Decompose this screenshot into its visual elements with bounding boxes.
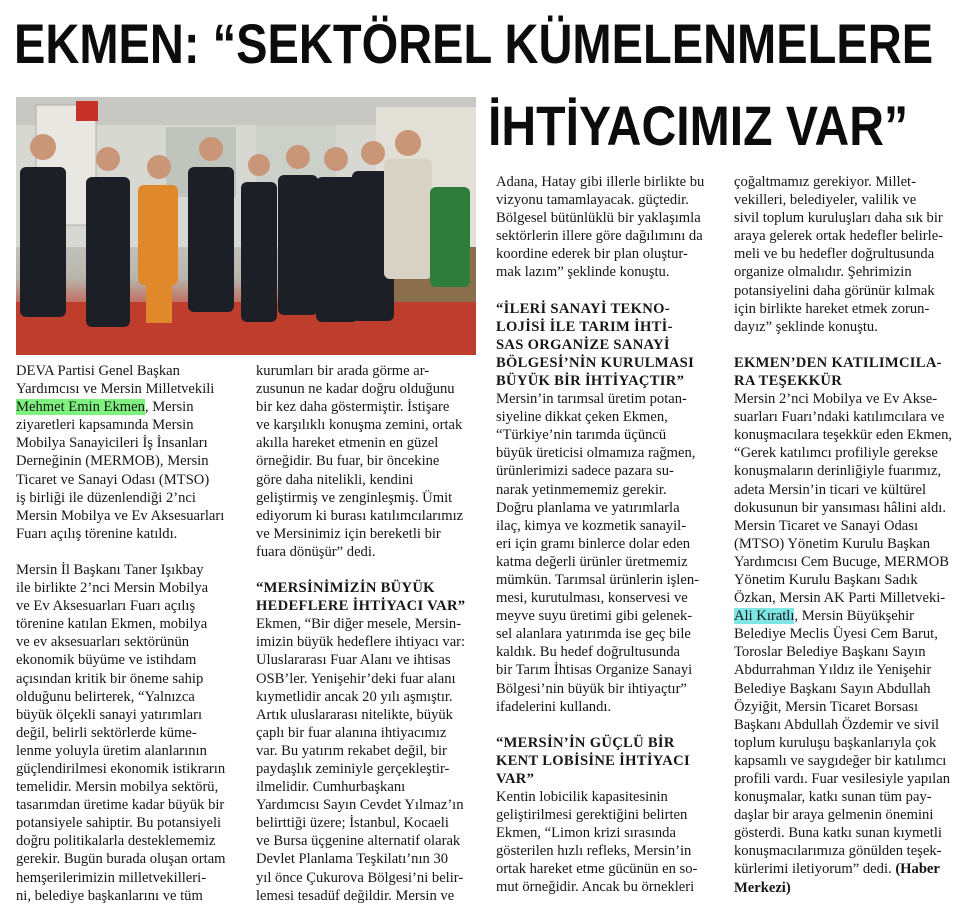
text-line: Özyiğit, Mersin Ticaret Borsası xyxy=(734,698,919,715)
text-line: mesi, kurutulması, konservesi ve xyxy=(496,590,688,607)
text-line: suarları Fuarı’ndaki katılımcılara ve xyxy=(734,409,945,426)
text-line xyxy=(734,860,958,878)
text-line: profili vardı. Fuar vesilesiyle yapılan xyxy=(734,771,951,787)
text-line: Mersin Ticaret ve Sanayi Odası xyxy=(734,517,919,534)
subheading: BÖLGESİ’NİN KURULMASI xyxy=(496,354,695,371)
text-line: DEVA Partisi Genel Başkan xyxy=(16,363,180,379)
subheading: RA TEŞEKKÜR xyxy=(734,372,843,389)
text-line: Ekmen, “Limon krizi sırasında xyxy=(496,825,676,842)
text-line: Yardımcısı ve Mersin Milletvekili xyxy=(16,381,215,398)
text-line: zusunun ne kadar doğru olduğunu xyxy=(256,381,455,398)
text-line: büyük üreticisi olmamıza rağmen, xyxy=(496,445,696,462)
text-line: lenme yoluyla üretim alanlarının xyxy=(16,742,207,759)
subheading: VAR” xyxy=(496,770,535,787)
text-line: daşlar bir araya gelmenin önemini xyxy=(734,807,934,824)
subheading: HEDEFLERE İHTİYACI VAR” xyxy=(256,598,466,615)
text-line: konuşmacılarımıza gönülden teşek- xyxy=(734,843,942,860)
text-line: ürünlerimizi sadece pazara su- xyxy=(496,463,674,480)
text-line: Doğru planlama ve yatırımlarla xyxy=(496,499,680,516)
subheading: SAS ORGANİZE SANAYİ xyxy=(496,336,670,353)
text-line: “Gerek katılımcı profiliyle gerekse xyxy=(734,445,938,462)
text-line: geliştirmiş ve zenginleşmiş. Ümit xyxy=(256,489,453,506)
text-line: lemesi tesadüf değildir. Mersin ve xyxy=(256,887,455,904)
text-fragment: kürlerimi iletiyorum” dedi. xyxy=(734,861,896,878)
text-line: fuara dönüşür” dedi. xyxy=(256,543,376,560)
text-line: adeta Mersin’in ticari ve kültürel xyxy=(734,481,927,498)
text-line: Mersin Mobilya ve Ev Aksesuarları xyxy=(16,507,225,524)
text-line: mümkün. Tarımsal ürünlerin işlen- xyxy=(496,571,699,588)
text-line: vekilleri, belediyeler, valilik ve xyxy=(734,192,917,209)
text-line: için birlikte hareket etmek zorun- xyxy=(734,300,930,317)
group-photo-illustration xyxy=(16,97,476,355)
headline-line-1: EKMEN: “SEKTÖREL KÜMELENMELERE xyxy=(14,12,934,75)
text-line: organize olmalıdır. Şehrimizin xyxy=(734,264,912,281)
text-line: ilaç, kimya ve kozmetik sanayil- xyxy=(496,517,687,534)
text-fragment: , Mersin xyxy=(144,399,194,416)
text-line: Yardımcısı Cem Bucuge, MERMOB xyxy=(734,553,949,570)
subheading: KENT LOBİSİNE İHTİYACI xyxy=(496,752,690,769)
text-line: meli ve bu hedefler doğrultusunda xyxy=(734,246,935,263)
text-fragment: , Mersin Büyükşehir xyxy=(794,608,914,625)
text-line: Belediye Meclis Üyesi Cem Barut, xyxy=(734,626,938,643)
text-line: akılla hareket etmenin en güzel xyxy=(256,435,439,452)
text-line: Yardımcısı Sayın Cevdet Yılmaz’ın xyxy=(256,797,464,814)
text-line: ve Mersinimiz için bereketli bir xyxy=(256,525,441,542)
text-line: Toroslar Belediye Başkanı Sayın xyxy=(734,644,926,661)
text-line: potansiyele sahiptir. Bu potansiyeli xyxy=(16,815,222,832)
text-line: hemşerilerimizin milletvekilleri- xyxy=(16,869,207,886)
text-line: OSB’ler. Yenişehir’deki fuar alanı xyxy=(256,670,456,687)
text-line: iş birliği ile düzenlendiği 2’nci xyxy=(16,489,196,506)
text-line: ve ev aksesuarları sektörünün xyxy=(16,634,190,651)
text-line: sel alanlara yatırımda ise geç bile xyxy=(496,626,691,643)
text-line: temelidir. Mersin mobilya sektörü, xyxy=(16,779,219,796)
text-line: Uluslararası Fuar Alanı ve ihtisas xyxy=(256,652,451,669)
text-line xyxy=(734,607,958,625)
text-line: doğru politikalarla desteklememiz xyxy=(16,833,216,850)
article-column-4 xyxy=(734,173,958,897)
text-line: ekonomik büyüme ve istihdam xyxy=(16,652,197,669)
text-line: Ticaret ve Sanayi Odası (MTSO) xyxy=(16,471,210,488)
text-line: ve Bursa üçgenine alternatif olarak xyxy=(256,833,461,850)
text-line: Derneğinin (MERMOB), Mersin xyxy=(16,453,209,470)
text-line: kapsamlı ve saygıdeğer bir katılımcı xyxy=(734,752,947,769)
subheading: EKMEN’DEN KATILIMCILA- xyxy=(734,354,942,371)
text-line: kaldık. Bu hedef doğrultusunda xyxy=(496,644,681,661)
text-line: Başkanı Abdullah Özdemir ve sivil xyxy=(734,716,940,733)
text-line: yıl önce Çukurova Bölgesi’ni belir- xyxy=(256,869,464,886)
text-line: ile birlikte 2’nci Mersin Mobilya xyxy=(16,580,209,597)
text-line: Mersin 2’nci Mobilya ve Ev Akse- xyxy=(734,391,938,408)
article-column-1 xyxy=(16,362,246,905)
text-line: Yönetim Kurulu Başkanı Sadık xyxy=(734,571,918,588)
text-line: örneğidir. Bu fuar, bir öncekine xyxy=(256,453,440,470)
text-line: Adana, Hatay gibi illerle birlikte bu xyxy=(496,174,705,190)
byline: Merkezi) xyxy=(734,879,791,896)
text-line: törenine katılan Ekmen, mobilya xyxy=(16,616,208,633)
subheading: “MERSİNİMİZİN BÜYÜK xyxy=(256,580,435,597)
text-line xyxy=(16,398,246,416)
text-line: değil, belirli sektörlerde küme- xyxy=(16,724,197,741)
text-line: gerekir. Bugün burada oluşan ortam xyxy=(16,851,226,868)
text-line: narak yetinmememiz gerekir. xyxy=(496,481,667,498)
text-line: konuşmacılara teşekkür eden Ekmen, xyxy=(734,427,953,444)
text-line: var. Bu yatırım rekabet değil, bir xyxy=(256,742,447,759)
text-line: ve karşılıklı konuşma zemini, ortak xyxy=(256,417,463,434)
text-line: Devlet Planlama Teşkilatı’nın 30 xyxy=(256,851,449,868)
highlighted-name: Ali Kıratlı xyxy=(734,608,795,625)
text-line: konuşmalar, katkı sunan tüm pay- xyxy=(734,789,932,806)
text-line: eri için gramı binlerce dolar eden xyxy=(496,535,691,552)
subheading: “MERSİN’İN GÜÇLÜ BİR xyxy=(496,734,675,751)
text-line: kıymetlidir ancak 20 yılı aşmıştır. xyxy=(256,688,453,705)
group-photo xyxy=(16,97,476,355)
text-line: gösterdi. Buna katkı sunan kıymetli xyxy=(734,825,942,842)
text-line: konuşmaların derinliğiyle fuarımız, xyxy=(734,463,942,480)
text-line: dokusunun bir yansıması hâlini aldı. xyxy=(734,499,946,516)
text-line: geliştirilmesi gerektiğini belirten xyxy=(496,807,688,824)
text-line: ifadelerini kullandı. xyxy=(496,698,612,715)
subheading: BÜYÜK BİR İHTİYAÇTIR” xyxy=(496,372,685,389)
text-line: katma değerli ürünler üretmemiz xyxy=(496,553,688,570)
text-line: olduğunu belirterek, “Yalnızca xyxy=(16,688,195,705)
text-line: Fuarı açılış törenine katıldı. xyxy=(16,525,178,542)
text-line: “Türkiye’nin tarımda üçüncü xyxy=(496,427,667,444)
text-line: mak lazım” şeklinde konuştu. xyxy=(496,264,670,281)
text-line: Bölgesi’nin büyük bir ihtiyaçtır” xyxy=(496,680,687,697)
text-line: ve Ev Aksesuarları Fuarı açılış xyxy=(16,598,196,615)
text-line: açısından kritik bir öneme sahip xyxy=(16,670,204,687)
subheading: LOJİSİ İLE TARIM İHTİ- xyxy=(496,318,673,335)
text-line: meyve suyu üretimi gibi gelenek- xyxy=(496,608,693,625)
text-line: ediyorum ki burası katılımcılarımız xyxy=(256,507,464,524)
subheading: “İLERİ SANAYİ TEKNO- xyxy=(496,300,670,317)
text-line: imizin büyük hedeflere ihtiyacı var: xyxy=(256,634,466,651)
headline-line-2: İHTİYACIMIZ VAR” xyxy=(488,94,909,157)
text-line: Mersin’in tarımsal üretim potan- xyxy=(496,391,687,408)
text-line: göre daha nitelikli, kendini xyxy=(256,471,414,488)
text-line: toplum kuruluşu başkanlarıyla çok xyxy=(734,734,937,751)
text-line: siyeline dikkat çeken Ekmen, xyxy=(496,409,668,426)
text-line: ni, belediye başkanlarını ve tüm xyxy=(16,887,203,904)
byline: (Haber xyxy=(895,861,940,878)
text-line: gösterilen hızlı refleks, Mersin’in xyxy=(496,843,692,860)
text-line: koordine ederek bir plan oluştur- xyxy=(496,246,688,263)
text-line: Ekmen, “Bir diğer mesele, Mersin- xyxy=(256,616,462,633)
text-line: Kentin lobicilik kapasitesinin xyxy=(496,789,668,805)
article-column-3 xyxy=(496,173,726,897)
text-line: ortak hareket etme gücünün en so- xyxy=(496,861,698,878)
text-line: güçlendirilmesi ekonomik istikrarın xyxy=(16,760,226,777)
text-line: sivil toplum kuruluşları daha sık bir xyxy=(734,210,943,227)
text-line: ilmelidir. Cumhurbaşkanı xyxy=(256,779,406,796)
text-line: çaplı bir fuar alanına ihtiyacımız xyxy=(256,724,447,741)
text-line: dayız” şeklinde konuştu. xyxy=(734,318,878,335)
text-line: sektörlerin illere göre dağılımını da xyxy=(496,228,703,245)
text-line: (MTSO) Yönetim Kurulu Başkan xyxy=(734,535,931,552)
text-line: çoğaltmamız gerekiyor. Millet- xyxy=(734,174,916,190)
text-line: Mersin İl Başkanı Taner Işıkbay xyxy=(16,561,204,578)
text-line: bir kez daha göstermiştir. İstişare xyxy=(256,399,450,416)
text-line: belirttiği üzere; İstanbul, Kocaeli xyxy=(256,815,449,832)
article-column-2 xyxy=(256,362,486,905)
text-line: araya gelerek ortak hedefler belirle- xyxy=(734,228,944,245)
text-line: Mobilya Sanayicileri İş İnsanları xyxy=(16,435,208,452)
text-line: kurumları bir arada görme ar- xyxy=(256,363,430,379)
text-line: Belediye Başkanı Sayın Abdullah xyxy=(734,680,931,697)
text-line: Artık uluslararası nitelikte, büyük xyxy=(256,706,453,723)
text-line: Abdurrahman Yıldız ile Yenişehir xyxy=(734,662,932,679)
highlighted-name: Mehmet Emin Ekmen xyxy=(16,399,145,416)
text-line: bir Tarım İhtisas Organize Sanayi xyxy=(496,662,693,679)
text-line: büyük ölçekli sanayi yatırımları xyxy=(16,706,203,723)
text-line: mut örneğidir. Ancak bu örnekleri xyxy=(496,879,695,896)
text-line: Bölgesel bütünlüklü bir yaklaşımla xyxy=(496,210,701,227)
text-line: ziyaretleri kapsamında Mersin xyxy=(16,417,194,434)
text-line: tasarımdan üretime kadar büyük bir xyxy=(16,797,225,814)
text-line: potansiyelini daha görünür kılmak xyxy=(734,282,935,299)
text-line: Özkan, Mersin AK Parti Milletveki- xyxy=(734,590,946,607)
text-line: paydaşlık zeminiyle gerçekleştir- xyxy=(256,760,450,777)
text-line: vizyonu tamamlayacak. güçtedir. xyxy=(496,192,689,209)
